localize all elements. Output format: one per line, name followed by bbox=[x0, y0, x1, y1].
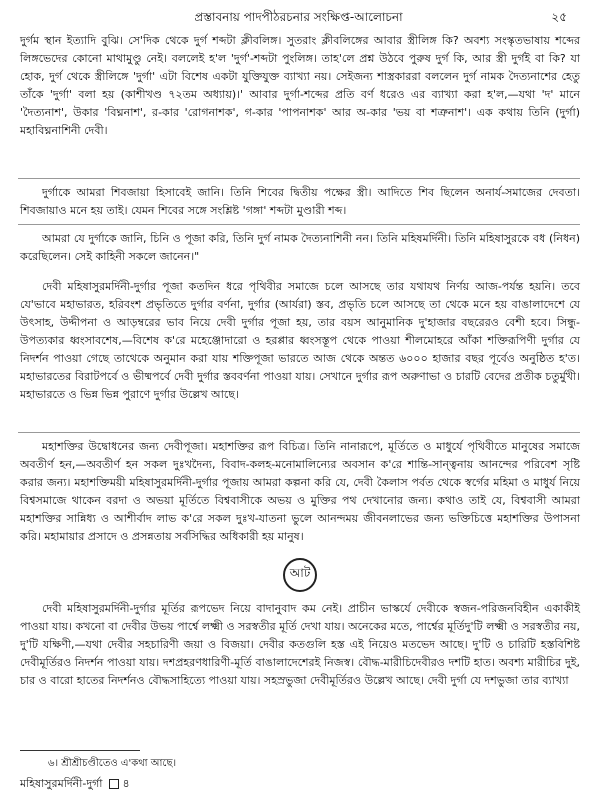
page-header bbox=[0, 8, 597, 26]
page-number: ২৫ bbox=[551, 10, 567, 24]
paragraph-mahishamardini: আমরা যে দুর্গাকে জানি, চিনি ও পূজা করি, তিনি দুর্গ নামক দৈত্যনাশিনী নন। তিনি মহিষমর্দিনী। তিনি মহিষাসুরকে বধ (নিধন) করেছিলেন। সেই কাহিনী সকলে জানেন।" bbox=[20, 232, 580, 263]
paragraph-divider bbox=[18, 224, 580, 225]
square-icon bbox=[109, 779, 119, 789]
paragraph-divider bbox=[18, 178, 580, 179]
running-title: প্রস্তাবনায় পাদপীঠরচনার সংক্ষিপ্ত-আলোচনা bbox=[194, 10, 403, 24]
chapter-number-badge: আট bbox=[283, 558, 317, 592]
paragraph-iconography: দেবী মহিষাসুরমর্দিনী-দুর্গার মূর্তির রূপভেদ নিয়ে বাদানুবাদ কম নেই। প্রাচীন ভাস্কর্যে দেবীকে স্বজন-পরিজনবিহীন একাকীই পাওয়া যায়। কখনো বা দেবীর উভয় পার্শ্বে লক্ষ্মী ও সরস্বতীর মূর্তি দেখা যায়। অনেকের মতে, পার্শ্বের মূর্তিদু'টি লক্ষ্মী ও সরস্বতীর নয়, দু'টি যক্ষিণী,—যথা দেবীর সহচারিণী জয়া ও বিজয়া। দেবীর কতগুলি হস্ত এই নিয়েও মতভেদ আছে। দু'টি ও চারিটি হস্তবিশিষ্ট দেবীমূর্তিরও নিদর্শন পাওয়া যায়। দশপ্রহরণধারিণী-মূর্তি বাঙালাদেশেরই নিজস্ব। বৌদ্ধ-মারীচিদেবীরও দশটি হাত। অবশ্য মারীচির দুই, চার ও বারো হাতের নিদর্শনও বৌদ্ধসাহিত্যে পাওয়া যায়। সহস্রভুজা দেবীমূর্তিরও উল্লেখ আছে। দেবী দুর্গা যে দশভুজা তার ব্যাখ্যা bbox=[20, 602, 580, 687]
paragraph-mahashakti: মহাশক্তির উদ্বোধনের জন্য দেবীপূজা। মহাশক্তির রূপ বিচিত্র। তিনি নানারূপে, মূর্তিতে ও মাধুর্যে পৃথিবীতে মানুষের সমাজে অবতীর্ণ হন,—অবতীর্ণ হন সকল দুঃখদৈন্য, বিবাদ-কলহ-মনোমালিন্যের অবসান ক'রে শান্তি-সান্ত্বনায় আনন্দের পরিবেশ সৃষ্টি করার জন্য। মহাশক্তিময়ী মহিষাসুরমর্দিনী-দুর্গার পূজায় আমরা কল্পনা করি যে, দেবী কৈলাস পর্বত থেকে স্বর্গের মহিমা ও মাধুর্য নিয়ে বিশ্বসমাজে থাকেন বরদা ও অভয়া মূর্তিতে বিশ্ববাসীকে অভয় ও মুক্তির পথ দেখানোর জন্য। কথাও তাই যে, বিশ্ববাসী আমরা মহাশক্তির সান্নিধ্য ও আশীর্বাদ লাভ ক'রে সকল দুঃখ-যাতনা ভুলে আনন্দময় জীবনলাভের জন্য ভক্তিচিত্তে মহাশক্তির উপাসনা করি। মহামায়ার প্রসাদে ও প্রসন্নতায় সর্বসিদ্ধির অধিকারী হয় মানুষ। bbox=[20, 440, 580, 543]
paragraph-shiva-consort: দুর্গাকে আমরা শিবজায়া হিসাবেই জানি। তিনি শিবের দ্বিতীয় পক্ষের স্ত্রী। আদিতে শিব ছিলেন অনার্য-সমাজের দেবতা। শিবজায়াও মনে হয় তাই। যেমন শিবের সঙ্গে সংশ্লিষ্ট 'গঙ্গা' শব্দটা মুণ্ডারী শব্দ। bbox=[20, 186, 580, 217]
footnote: ৬। শ্রীশ্রীচণ্ডীতেও এ'কথা আছে। bbox=[48, 758, 177, 769]
paragraph-worship-history: দেবী মহিষাসুরমর্দিনী-দুর্গার পূজা কতদিন ধরে পৃথিবীর সমাজে চলে আসছে তার যথাযথ নির্ণয় আজ-পর্যন্ত হয়নি। তবে যে'ভাবে মহাভারত, হরিবংশ প্রভৃতিতে দুর্গার বর্ণনা, দুর্গার (আর্যরা) স্তব, প্রভৃতি চলে আসছে তা থেকে মনে হয় বাঙালাদেশে যে উৎসাহ, উদ্দীপনা ও আড়ম্বরের ভাব নিয়ে দেবী দুর্গার পূজা হয়, তার বয়স আনুমানিক দু'হাজার বছরেরও বেশী হবে। সিন্ধু-উপত্যকার ধ্বংসাবশেষ,—বিশেষ ক'রে মহেঞ্জোদারো ও হরপ্পার ধ্বংসস্তূপ থেকে পাওয়া শীলমোহরে আঁকা শক্তিরূপিণী দুর্গার যে নিদর্শন পাওয়া গেছে তাথেকে অনুমান করা যায় শক্তিপূজা ভারতে আজ থেকে অন্তত ৬০০০ হাজার বছর পূর্বেও অনুষ্ঠিত হ'ত। মহাভারতের বিরাটপর্বে ও ভীষ্মপর্বে দেবী দুর্গার স্তববর্ণনা পাওয়া যায়। সেখানে দুর্গার রূপ অরুণাভা ও চারটি বেদের প্রতীক চতুর্মুখী। মহাভারতে ও ভিন্ন ভিন্ন পুরাণে দুর্গার উল্লেখ আছে। bbox=[20, 280, 580, 401]
page-footer bbox=[20, 776, 130, 792]
paragraph-divider bbox=[18, 432, 580, 433]
footer-page-ref: ৪ bbox=[122, 777, 130, 790]
paragraph-durga-etymology: দুর্গম স্থান ইত্যাদি বুঝি। সে'দিক থেকে দুর্গ শব্দটা ক্লীবলিঙ্গ। সুতরাং ক্লীবলিঙ্গের আবার স্ত্রীলিঙ্গ কি? অবশ্য সংস্কৃতভাষায় শব্দের লিঙ্গভেদের কোনো মাথামুণ্ডু নেই। বললেই হ'ল 'দুর্গ'-শব্দটা পুংলিঙ্গ। তাহ'লে প্রশ্ন উঠবে পুরুষ দুর্গ কি, আর স্ত্রী দুর্গই বা কি? যা হোক, দুর্গ থেকে স্ত্রীলিঙ্গে 'দুর্গা' এটা বিশেষ একটা যুক্তিযুক্ত ব্যাখ্যা নয়। সেইজন্য শাস্ত্রকাররা বললেন দুর্গ নামক দৈত্যনাশের হেতু তাঁকে 'দুর্গা' বলা হয় (কাশীখণ্ড ৭২তম অধ্যায়)।' আবার দুর্গা-শব্দের প্রতি বর্ণ ধরেও এর ব্যাখ্যা করা হ'ল,—যথা 'দ' মানে 'দৈত্যনাশ', উকার 'বিঘ্ননাশ', র-কার 'রোগনাশক', গ-কার 'পাপনাশক' আর অ-কার 'ভয় বা শত্রুনাশ'। এক কথায় তিনি (দুর্গা) মহাবিঘ্ননাশিনী দেবী। bbox=[20, 34, 580, 137]
footer-book-title: মহিষাসুরমর্দিনী-দুর্গা bbox=[20, 777, 103, 790]
footnote-rule bbox=[20, 750, 140, 751]
